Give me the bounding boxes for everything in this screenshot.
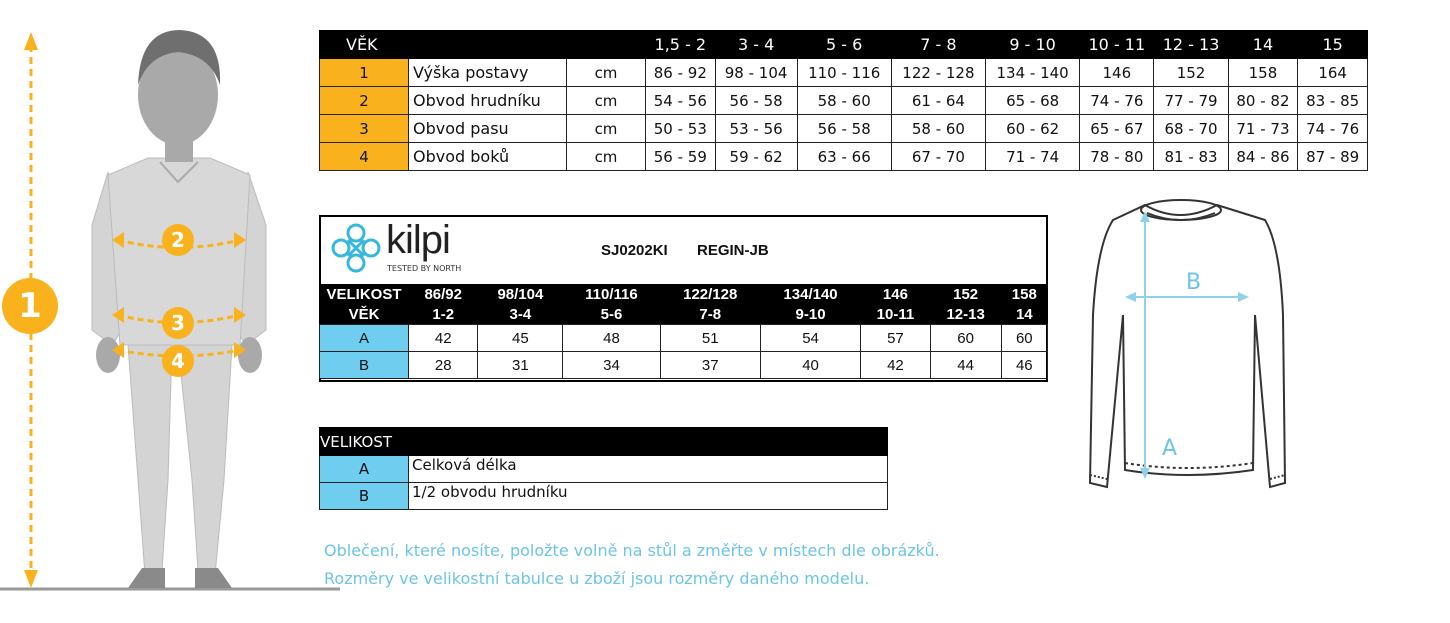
cell: 81 - 83 bbox=[1154, 143, 1228, 171]
marker-3 bbox=[162, 307, 194, 339]
cell: 31 bbox=[478, 352, 563, 379]
size-col: 98/104 bbox=[478, 284, 563, 304]
cell: 65 - 68 bbox=[986, 87, 1080, 115]
cell: 63 - 66 bbox=[797, 143, 891, 171]
size-header-row bbox=[320, 284, 1048, 304]
marker-1-label: 1 bbox=[18, 286, 42, 326]
cell: 152 bbox=[1154, 59, 1228, 87]
size-col: 146 bbox=[861, 284, 930, 304]
age-col: 7 - 8 bbox=[891, 31, 985, 59]
cell: 71 - 74 bbox=[986, 143, 1080, 171]
cell: 134 - 140 bbox=[986, 59, 1080, 87]
row-unit: cm bbox=[567, 59, 646, 87]
size-col: 122/128 bbox=[660, 284, 760, 304]
age-col: 3-4 bbox=[478, 304, 563, 325]
shirt-label-b: B bbox=[1186, 270, 1202, 295]
age-col: 9 - 10 bbox=[986, 31, 1080, 59]
row-number: 2 bbox=[320, 87, 409, 115]
cell: 48 bbox=[563, 325, 660, 352]
cell: 84 - 86 bbox=[1228, 143, 1298, 171]
cell: 60 bbox=[930, 325, 1001, 352]
cell: 44 bbox=[930, 352, 1001, 379]
cell: 77 - 79 bbox=[1154, 87, 1228, 115]
brand-tagline: TESTED BY NORTH bbox=[387, 264, 462, 273]
size-col: 134/140 bbox=[760, 284, 860, 304]
cell: 80 - 82 bbox=[1228, 87, 1298, 115]
cell: 61 - 64 bbox=[891, 87, 985, 115]
age-header-row bbox=[320, 31, 1368, 59]
cell: 57 bbox=[861, 325, 930, 352]
product-name: REGIN-JB bbox=[697, 242, 769, 259]
legend-header: VELIKOST bbox=[320, 428, 888, 456]
kilpi-logo-icon bbox=[328, 220, 384, 276]
row-key: B bbox=[320, 483, 409, 510]
cell: 86 - 92 bbox=[646, 59, 716, 87]
marker-1 bbox=[2, 278, 58, 334]
size-header-label: VELIKOST bbox=[320, 284, 409, 304]
row-key: A bbox=[320, 325, 409, 352]
age-size-table bbox=[319, 30, 1368, 171]
table-row bbox=[320, 325, 1048, 352]
cell: 74 - 76 bbox=[1298, 115, 1368, 143]
table-row bbox=[320, 456, 888, 483]
cell: 45 bbox=[478, 325, 563, 352]
age-col: 1,5 - 2 bbox=[646, 31, 716, 59]
cell: 87 - 89 bbox=[1298, 143, 1368, 171]
cell: 67 - 70 bbox=[891, 143, 985, 171]
legend-header-row bbox=[320, 428, 888, 456]
cell: 59 - 62 bbox=[715, 143, 797, 171]
cell: 54 - 56 bbox=[646, 87, 716, 115]
cell: 164 bbox=[1298, 59, 1368, 87]
table-row bbox=[320, 59, 1368, 87]
table-row bbox=[320, 115, 1368, 143]
note-line-1: Oblečení, které nosíte, položte volně na stůl a změřte v místech dle obrázků. bbox=[324, 541, 940, 560]
age-col: 7-8 bbox=[660, 304, 760, 325]
cell: 110 - 116 bbox=[797, 59, 891, 87]
cell: 58 - 60 bbox=[797, 87, 891, 115]
cell: 78 - 80 bbox=[1080, 143, 1154, 171]
age-col: 3 - 4 bbox=[715, 31, 797, 59]
size-col: 86/92 bbox=[409, 284, 478, 304]
age-col: 12 - 13 bbox=[1154, 31, 1228, 59]
product-size-table bbox=[319, 284, 1048, 379]
age-col: 15 bbox=[1298, 31, 1368, 59]
row-label: Výška postavy bbox=[409, 59, 567, 87]
age-header-label: VĚK bbox=[320, 304, 409, 325]
cell: 60 - 62 bbox=[986, 115, 1080, 143]
cell: 83 - 85 bbox=[1298, 87, 1368, 115]
marker-4 bbox=[162, 345, 194, 377]
row-number: 4 bbox=[320, 143, 409, 171]
row-label: Obvod boků bbox=[409, 143, 567, 171]
age-header-row bbox=[320, 304, 1048, 325]
marker-2-label: 2 bbox=[171, 228, 185, 252]
age-col: 1-2 bbox=[409, 304, 478, 325]
note-line-2: Rozměry ve velikostní tabulce u zboží jsou rozměry daného modelu. bbox=[324, 569, 870, 588]
row-key: B bbox=[320, 352, 409, 379]
age-col: 9-10 bbox=[760, 304, 860, 325]
table-row bbox=[320, 87, 1368, 115]
row-unit: cm bbox=[567, 87, 646, 115]
cell: 42 bbox=[861, 352, 930, 379]
cell: 28 bbox=[409, 352, 478, 379]
marker-4-label: 4 bbox=[171, 349, 185, 373]
cell: 54 bbox=[760, 325, 860, 352]
size-col: 158 bbox=[1001, 284, 1047, 304]
table-row bbox=[320, 143, 1368, 171]
row-text: Celková délka bbox=[409, 456, 888, 483]
cell: 50 - 53 bbox=[646, 115, 716, 143]
age-col: 5 - 6 bbox=[797, 31, 891, 59]
cell: 46 bbox=[1001, 352, 1047, 379]
age-header-label: VĚK bbox=[320, 31, 646, 59]
shirt-diagram bbox=[1075, 195, 1300, 500]
row-unit: cm bbox=[567, 115, 646, 143]
cell: 71 - 73 bbox=[1228, 115, 1298, 143]
product-code: SJ0202KI bbox=[601, 242, 668, 259]
cell: 146 bbox=[1080, 59, 1154, 87]
legend-table bbox=[319, 427, 888, 510]
cell: 56 - 59 bbox=[646, 143, 716, 171]
age-col: 10-11 bbox=[861, 304, 930, 325]
cell: 37 bbox=[660, 352, 760, 379]
row-label: Obvod hrudníku bbox=[409, 87, 567, 115]
cell: 158 bbox=[1228, 59, 1298, 87]
age-col: 10 - 11 bbox=[1080, 31, 1154, 59]
cell: 74 - 76 bbox=[1080, 87, 1154, 115]
cell: 98 - 104 bbox=[715, 59, 797, 87]
cell: 56 - 58 bbox=[797, 115, 891, 143]
row-text: 1/2 obvodu hrudníku bbox=[409, 483, 888, 510]
marker-3-label: 3 bbox=[171, 311, 185, 335]
brand-name: kilpi bbox=[386, 218, 450, 262]
cell: 68 - 70 bbox=[1154, 115, 1228, 143]
size-col: 110/116 bbox=[563, 284, 660, 304]
cell: 56 - 58 bbox=[715, 87, 797, 115]
row-number: 3 bbox=[320, 115, 409, 143]
cell: 40 bbox=[760, 352, 860, 379]
cell: 34 bbox=[563, 352, 660, 379]
row-number: 1 bbox=[320, 59, 409, 87]
table-row bbox=[320, 483, 888, 510]
cell: 42 bbox=[409, 325, 478, 352]
cell: 58 - 60 bbox=[891, 115, 985, 143]
cell: 60 bbox=[1001, 325, 1047, 352]
row-key: A bbox=[320, 456, 409, 483]
age-col: 14 bbox=[1228, 31, 1298, 59]
cell: 51 bbox=[660, 325, 760, 352]
cell: 65 - 67 bbox=[1080, 115, 1154, 143]
row-unit: cm bbox=[567, 143, 646, 171]
size-col: 152 bbox=[930, 284, 1001, 304]
age-col: 5-6 bbox=[563, 304, 660, 325]
table-row bbox=[320, 352, 1048, 379]
cell: 122 - 128 bbox=[891, 59, 985, 87]
row-label: Obvod pasu bbox=[409, 115, 567, 143]
shirt-label-a: A bbox=[1162, 436, 1178, 461]
age-col: 12-13 bbox=[930, 304, 1001, 325]
age-col: 14 bbox=[1001, 304, 1047, 325]
cell: 53 - 56 bbox=[715, 115, 797, 143]
marker-2 bbox=[162, 224, 194, 256]
